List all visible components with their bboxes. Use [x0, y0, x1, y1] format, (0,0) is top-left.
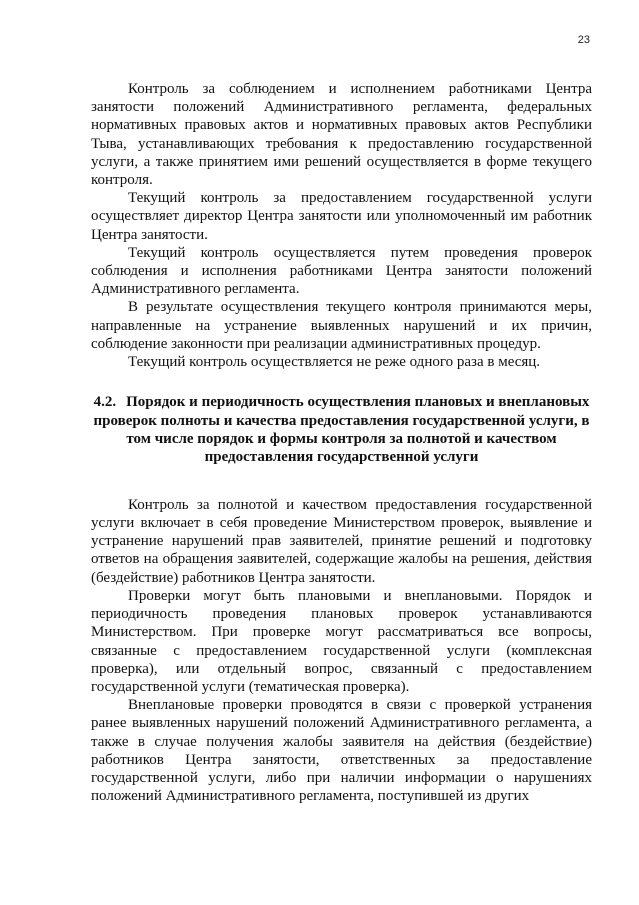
section-heading	[91, 393, 592, 467]
paragraph: Текущий контроль осуществляется путем проведения проверок соблюдения и исполнения работниками Центра занятости положений Административного регламента.	[91, 244, 592, 298]
section-title: Порядок и периодичность осуществления плановых и внеплановых проверок полноты и качества предоставления государственной услуги, в том числе порядок и формы контроля за полнотой и качеством предоставления государственной услуги	[93, 394, 590, 466]
page-number: 23	[577, 34, 590, 46]
paragraph: Контроль за полнотой и качеством предоставления государственной услуги включает в себя проведение Министерством проверок, выявление и устранение нарушений прав заявителей, принятие решений и подготовку ответов на обращения заявителей, содержащие жалобы на решения, действия (бездействие) работников Центра занятости.	[91, 496, 592, 586]
paragraph: Проверки могут быть плановыми и внеплановыми. Порядок и периодичность проведения плановых проверок устанавливаются Министерством. При проверке могут рассматриваться все вопросы, связанные с предоставлением государственной услуги (комплексная проверка), или отдельный вопрос, связанный с предоставлением государственной услуги (тематическая проверка).	[91, 587, 592, 695]
paragraph: Контроль за соблюдением и исполнением работниками Центра занятости положений Административного регламента, федеральных нормативных правовых актов и нормативных правовых актов Республики Тыва, устанавливающих требования к предоставлению государственной услуги, а также принятием ими решений осуществляется в форме текущего контроля.	[91, 81, 592, 189]
paragraph: В результате осуществления текущего контроля принимаются меры, направленные на устранение выявленных нарушений и их причин, соблюдение законности при реализации административных процедур.	[91, 299, 592, 352]
document-body	[91, 80, 592, 805]
paragraph: Текущий контроль за предоставлением государственной услуги осуществляет директор Центра занятости или уполномоченный им работник Центра занятости.	[91, 190, 592, 243]
section-number: 4.2.	[93, 394, 117, 411]
paragraph: Внеплановые проверки проводятся в связи с проверкой устранения ранее выявленных нарушений положений Административного регламента, а также в случае получения жалобы заявителя на действия (бездействие) работников Центра занятости, ответственных за предоставление государственной услуги, либо при наличии информации о нарушениях положений Административного регламента, поступившей из других	[91, 697, 592, 805]
paragraph: Текущий контроль осуществляется не реже одного раза в месяц.	[128, 354, 541, 371]
